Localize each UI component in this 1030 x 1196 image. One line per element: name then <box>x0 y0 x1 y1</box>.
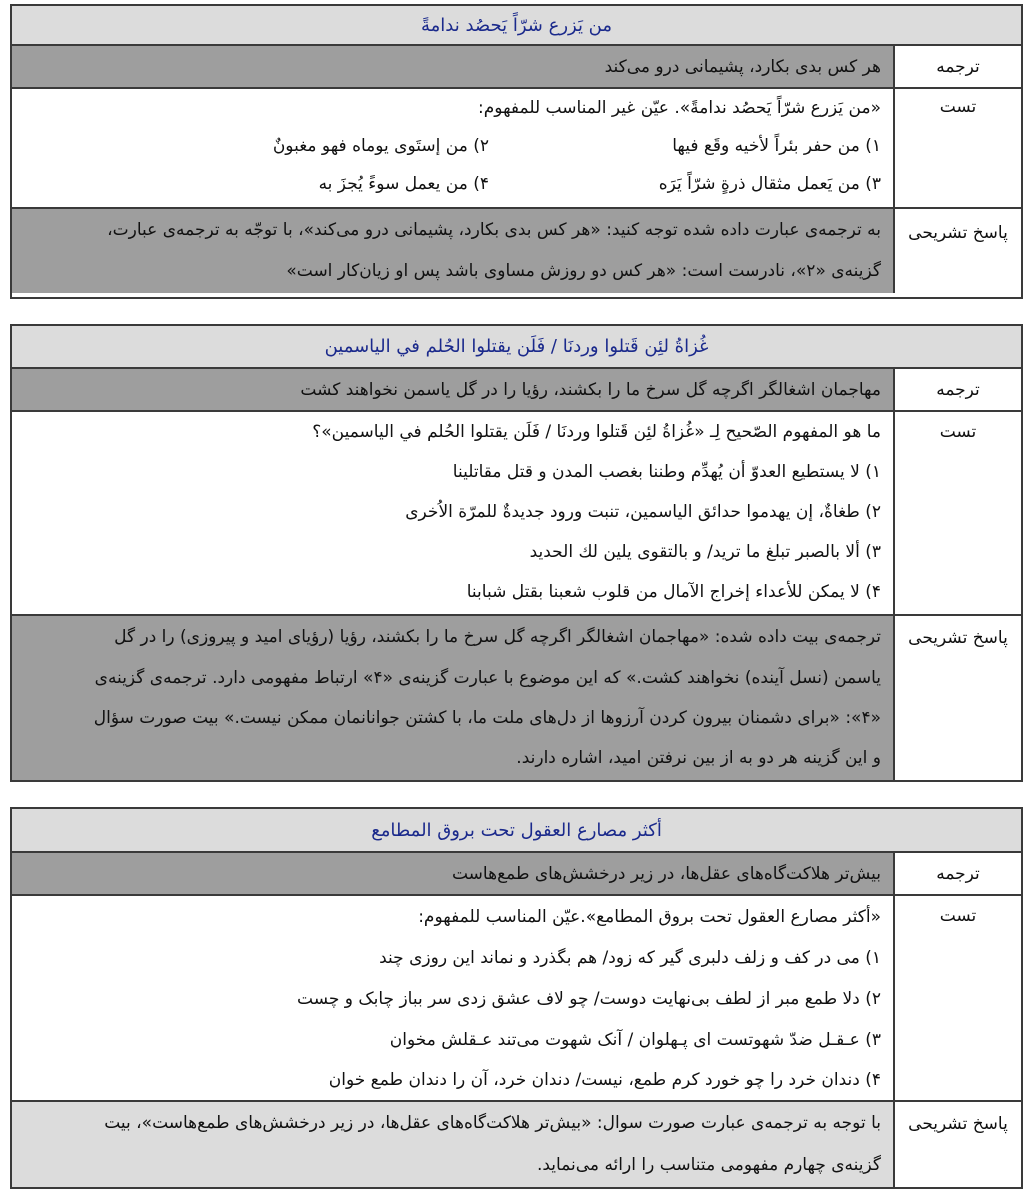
explanation-line-2: یاسمن (نسل آینده) نخواهند کشت.» که این موضوع با عبارت گزینه‌ی «۴» ارتباط مفهومی دارد. ترجمه‌ی گزینه‌ی <box>94 668 881 688</box>
translation-row <box>12 853 1021 896</box>
translation-text: بیش‌تر هلاکت‌گاه‌های عقل‌ها، در زیر درخشش‌های طمع‌هاست <box>451 863 881 884</box>
option-2: ۲) من إستَوى يوماه فهو مغبونٌ <box>272 136 489 156</box>
explanation-line-1: به ترجمه‌ی عبارت داده شده توجه کنید: «هر کس بدی بکارد، پشیمانی درو می‌کند»، با توجّه به ترجمه‌ی عبارت، <box>107 220 881 240</box>
test-body <box>12 412 893 614</box>
explanation-line-1: با توجه به ترجمه‌ی عبارت صورت سوال: «بیش‌تر هلاکت‌گاه‌های عقل‌ها، در زیر درخشش‌های طمع‌هاست»، بیت <box>104 1113 881 1133</box>
explanation-body <box>12 209 893 293</box>
option-2: ۲) دلا طمع مبر از لطف بی‌نهایت دوست/ چو لاف عشق زدی سر بباز چابک و چست <box>297 988 881 1009</box>
translation-text: هر کس بدی بکارد، پشیمانی درو می‌کند <box>604 56 881 77</box>
test-row <box>12 896 1021 1102</box>
explanation-row <box>12 616 1021 780</box>
explanation-label: پاسخ تشریحی <box>893 1102 1021 1187</box>
option-2: ۲) طغاةٌ، إن يهدموا حدائق الياسمين، تنبت ورود جديدةٌ للمرّة الاُخرى <box>405 502 881 522</box>
explanation-line-4: و این گزینه هر دو به از بین نرفتن امید، اشاره دارند. <box>516 748 881 768</box>
card-title: أكثر مصارع العقول تحت بروق المطامع <box>12 809 1021 853</box>
option-3: ۳) ألا بالصبر تبلغ ما تريد/ و بالتقوى يلين لك الحديد <box>529 542 881 562</box>
option-3: ۳) عـقـل ضدّ شهوتست ای پـهلوان / آنک شهوت می‌تند عـقلش مخوان <box>389 1029 881 1050</box>
option-4: ۴) دندان خرد را چو خورد کرم طمع، نیست/ دندان خرد، آن را دندان طمع خوان <box>328 1070 881 1090</box>
question-card-1 <box>10 4 1023 299</box>
translation-body <box>12 46 893 87</box>
translation-row <box>12 369 1021 412</box>
option-3: ۳) من يَعمل مثقال ذرةٍ شرّاً يَرَه <box>658 174 881 194</box>
question-card-3 <box>10 807 1023 1189</box>
test-label: تست <box>893 896 1021 1100</box>
translation-label: ترجمه <box>893 853 1021 894</box>
explanation-row <box>12 209 1021 293</box>
explanation-line-2: گزینه‌ی چهارم مفهومی متناسب را ارائه می‌نماید. <box>536 1154 881 1175</box>
explanation-row <box>12 1102 1021 1187</box>
question-text: «أكثر مصارع العقول تحت بروق المطامع».عيّن المناسب للمفهوم: <box>418 906 881 927</box>
options-grid <box>20 127 881 203</box>
translation-body <box>12 369 893 410</box>
explanation-line-1: ترجمه‌ی بیت داده شده: «مهاجمان اشغالگر اگرچه گل سرخ ما را بکشند، رؤیا (رؤیای امید و پیروزی) را در گل <box>114 627 881 647</box>
option-4: ۴) لا يمكن للأعداء إخراج الآمال من قلوب شعبنا بقتل شبابنا <box>466 582 881 602</box>
card-title: من يَزرع شرّاً يَحصُد ندامةً <box>12 6 1021 46</box>
explanation-body <box>12 1102 893 1187</box>
option-1: ۱) لا يستطيع العدوّ أن يُهدِّم وطننا بغصب المدن و قتل مقاتلينا <box>452 462 881 482</box>
test-row <box>12 412 1021 616</box>
explanation-label: پاسخ تشریحی <box>893 209 1021 293</box>
translation-label: ترجمه <box>893 369 1021 410</box>
question-text: ما هو المفهوم الصّحيح لِـ «غُزاةُ لئِن قَتلوا وردنَا / فَلَن يقتلوا الحُلم في الياسمين»؟ <box>312 422 881 442</box>
explanation-body <box>12 616 893 780</box>
card-title: غُزاةُ لئِن قَتلوا وردنَا / فَلَن يقتلوا الحُلم في الياسمين <box>12 326 1021 369</box>
translation-row <box>12 46 1021 89</box>
question-card-2 <box>10 324 1023 782</box>
test-body <box>12 896 893 1100</box>
test-label: تست <box>893 412 1021 614</box>
test-label: تست <box>893 89 1021 207</box>
test-body <box>12 89 893 207</box>
translation-text: مهاجمان اشغالگر اگرچه گل سرخ ما را بکشند، رؤیا را در گل یاسمن نخواهند کشت <box>300 379 881 400</box>
explanation-line-2: گزینه‌ی «۲»، نادرست است: «هر کس دو روزش مساوی باشد پس او زیان‌کار است» <box>286 261 881 281</box>
explanation-label: پاسخ تشریحی <box>893 616 1021 780</box>
translation-label: ترجمه <box>893 46 1021 87</box>
option-1: ۱) من حفر بئراً لأخيه وقَع فيها <box>672 136 881 156</box>
option-4: ۴) من يعمل سوءً يُجزَ به <box>318 174 489 194</box>
test-row <box>12 89 1021 209</box>
explanation-line-3: «۴»: «برای دشمنان بیرون کردن آرزوها از دل‌های ملت ما، با کشتن جوانانمان ممکن نیست.» بیت صورت سؤال <box>93 708 881 728</box>
translation-body <box>12 853 893 894</box>
option-1: ۱) می در کف و زلف دلبری گیر که زود/ هم بگذرد و نماند این روزی چند <box>379 947 881 968</box>
question-text: «من يَزرع شرّاً يَحصُد ندامةً». عيّن غير المناسب للمفهوم: <box>478 98 881 118</box>
